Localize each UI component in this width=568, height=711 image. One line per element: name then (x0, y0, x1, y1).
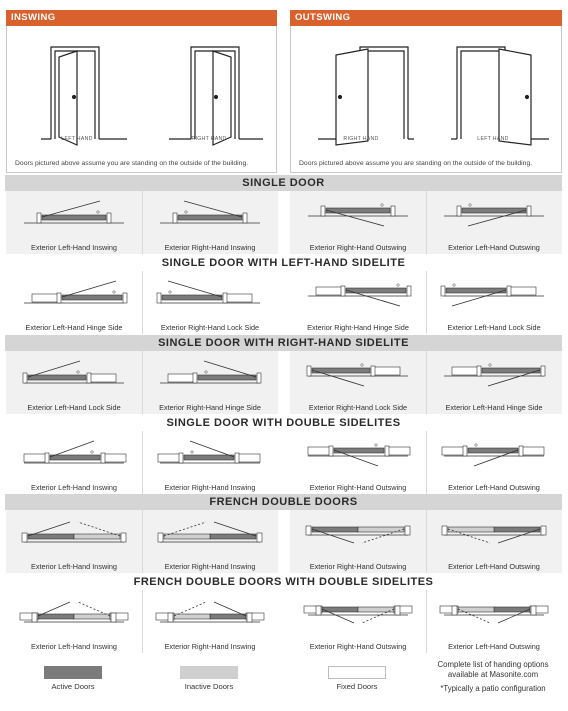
config-label: Exterior Right-Hand Lock Side (160, 323, 260, 332)
config-label: Exterior Left-Hand Inswing (31, 562, 117, 571)
door-plan-diagram (6, 191, 142, 241)
door-plan-diagram (142, 271, 278, 321)
config-cell-french-doors-sidelites-3 (290, 590, 426, 653)
door-plan-diagram (6, 351, 142, 401)
config-cell-french-doors-sidelites-1 (6, 590, 142, 653)
door-plan-diagram (290, 271, 426, 321)
section-title-french-doors: FRENCH DOUBLE DOORS (5, 494, 562, 510)
config-cell-double-sidelites-3 (290, 431, 426, 494)
door-plan-diagram (290, 191, 426, 241)
legend-inactive-label: Inactive Doors (184, 682, 234, 691)
section-title-sidelite-right: SINGLE DOOR WITH RIGHT-HAND SIDELITE (5, 335, 562, 351)
outswing-panel (290, 26, 562, 173)
outswing-header: OUTSWING (290, 10, 562, 26)
cell-divider (426, 271, 427, 334)
door-plan-diagram (142, 191, 278, 241)
inswing-right-hand-label: RIGHT HAND (191, 136, 227, 142)
legend-active-swatch (44, 666, 102, 679)
config-label: Exterior Left-Hand Inswing (31, 243, 117, 252)
config-label: Exterior Right-Hand Inswing (164, 562, 256, 571)
door-plan-diagram (426, 590, 562, 640)
door-plan-diagram (426, 191, 562, 241)
inswing-header: INSWING (6, 10, 277, 26)
cell-divider (142, 271, 143, 334)
config-label: Exterior Right-Hand Outswing (309, 483, 407, 492)
config-cell-french-doors-sidelites-4 (426, 590, 562, 653)
door-plan-diagram (6, 590, 142, 640)
cell-divider (426, 590, 427, 653)
config-label: Exterior Right-Hand Outswing (309, 243, 407, 252)
config-cell-single-door-3 (290, 191, 426, 254)
inswing-right-hand-door-illustration (167, 41, 267, 151)
config-cell-single-door-1 (6, 191, 142, 254)
cell-divider (142, 431, 143, 494)
door-plan-diagram (290, 431, 426, 481)
inswing-left-hand-door-illustration (37, 41, 137, 151)
config-cell-french-doors-4 (426, 510, 562, 573)
config-label: Exterior Left-Hand Outswing (448, 483, 540, 492)
door-plan-diagram (290, 510, 426, 560)
config-cell-sidelite-right-3 (290, 351, 426, 414)
door-plan-diagram (426, 510, 562, 560)
cell-divider (142, 590, 143, 653)
door-plan-diagram (142, 431, 278, 481)
config-label: Exterior Left-Hand Inswing (31, 642, 117, 651)
config-label: Exterior Right-Hand Outswing (309, 642, 407, 651)
outswing-right-hand-label: RIGHT HAND (343, 136, 379, 142)
config-label: Exterior Left-Hand Hinge Side (25, 323, 123, 332)
config-cell-sidelite-left-4 (426, 271, 562, 334)
door-plan-diagram (142, 351, 278, 401)
config-cell-french-doors-2 (142, 510, 278, 573)
door-plan-diagram (426, 351, 562, 401)
config-cell-sidelite-left-3 (290, 271, 426, 334)
config-cell-double-sidelites-2 (142, 431, 278, 494)
door-plan-diagram (426, 271, 562, 321)
handing-options-note-line1: Complete list of handing options (437, 660, 549, 669)
config-cell-sidelite-left-1 (6, 271, 142, 334)
cell-divider (426, 510, 427, 573)
inswing-caption: Doors pictured above assume you are standing on the outside of the building. (15, 160, 249, 167)
config-label: Exterior Left-Hand Outswing (448, 243, 540, 252)
door-plan-diagram (290, 351, 426, 401)
config-label: Exterior Left-Hand Hinge Side (445, 403, 543, 412)
legend-fixed-swatch (328, 666, 386, 679)
door-plan-diagram (6, 510, 142, 560)
section-title-french-doors-sidelites: FRENCH DOUBLE DOORS WITH DOUBLE SIDELITES (5, 574, 562, 590)
config-cell-double-sidelites-1 (6, 431, 142, 494)
patio-footnote: *Typically a patio configuration (440, 684, 546, 693)
cell-divider (426, 431, 427, 494)
config-label: Exterior Right-Hand Outswing (309, 562, 407, 571)
handing-options-note-line2: available at Masonite.com (447, 670, 539, 679)
door-plan-diagram (142, 510, 278, 560)
outswing-left-hand-label: LEFT HAND (477, 136, 509, 142)
legend-inactive-swatch (180, 666, 238, 679)
legend-fixed-label: Fixed Doors (336, 682, 378, 691)
outswing-right-hand-door-illustration (316, 41, 416, 151)
outswing-left-hand-door-illustration (451, 41, 551, 151)
inswing-panel (6, 26, 277, 173)
config-cell-sidelite-right-1 (6, 351, 142, 414)
config-label: Exterior Right-Hand Hinge Side (307, 323, 409, 332)
cell-divider (142, 351, 143, 414)
config-label: Exterior Right-Hand Hinge Side (159, 403, 261, 412)
config-label: Exterior Left-Hand Lock Side (27, 403, 121, 412)
section-title-double-sidelites: SINGLE DOOR WITH DOUBLE SIDELITES (5, 415, 562, 431)
section-title-sidelite-left: SINGLE DOOR WITH LEFT-HAND SIDELITE (5, 255, 562, 271)
config-cell-sidelite-left-2 (142, 271, 278, 334)
config-cell-sidelite-right-2 (142, 351, 278, 414)
config-label: Exterior Left-Hand Outswing (448, 562, 540, 571)
door-plan-diagram (290, 590, 426, 640)
cell-divider (142, 191, 143, 254)
section-title-single-door: SINGLE DOOR (5, 175, 562, 191)
config-label: Exterior Left-Hand Inswing (31, 483, 117, 492)
config-cell-single-door-2 (142, 191, 278, 254)
config-cell-french-doors-sidelites-2 (142, 590, 278, 653)
config-cell-french-doors-1 (6, 510, 142, 573)
config-label: Exterior Left-Hand Lock Side (447, 323, 541, 332)
config-cell-double-sidelites-4 (426, 431, 562, 494)
cell-divider (426, 191, 427, 254)
door-plan-diagram (6, 431, 142, 481)
door-plan-diagram (142, 590, 278, 640)
config-label: Exterior Left-Hand Outswing (448, 642, 540, 651)
config-label: Exterior Right-Hand Inswing (164, 642, 256, 651)
config-label: Exterior Right-Hand Lock Side (308, 403, 408, 412)
door-plan-diagram (6, 271, 142, 321)
config-label: Exterior Right-Hand Inswing (164, 483, 256, 492)
cell-divider (426, 351, 427, 414)
config-cell-sidelite-right-4 (426, 351, 562, 414)
inswing-left-hand-label: LEFT HAND (61, 136, 93, 142)
legend-active-label: Active Doors (51, 682, 95, 691)
config-label: Exterior Right-Hand Inswing (164, 243, 256, 252)
cell-divider (142, 510, 143, 573)
door-plan-diagram (426, 431, 562, 481)
config-cell-single-door-4 (426, 191, 562, 254)
handing-options-note (418, 660, 568, 680)
config-cell-french-doors-3 (290, 510, 426, 573)
outswing-caption: Doors pictured above assume you are standing on the outside of the building. (299, 160, 533, 167)
